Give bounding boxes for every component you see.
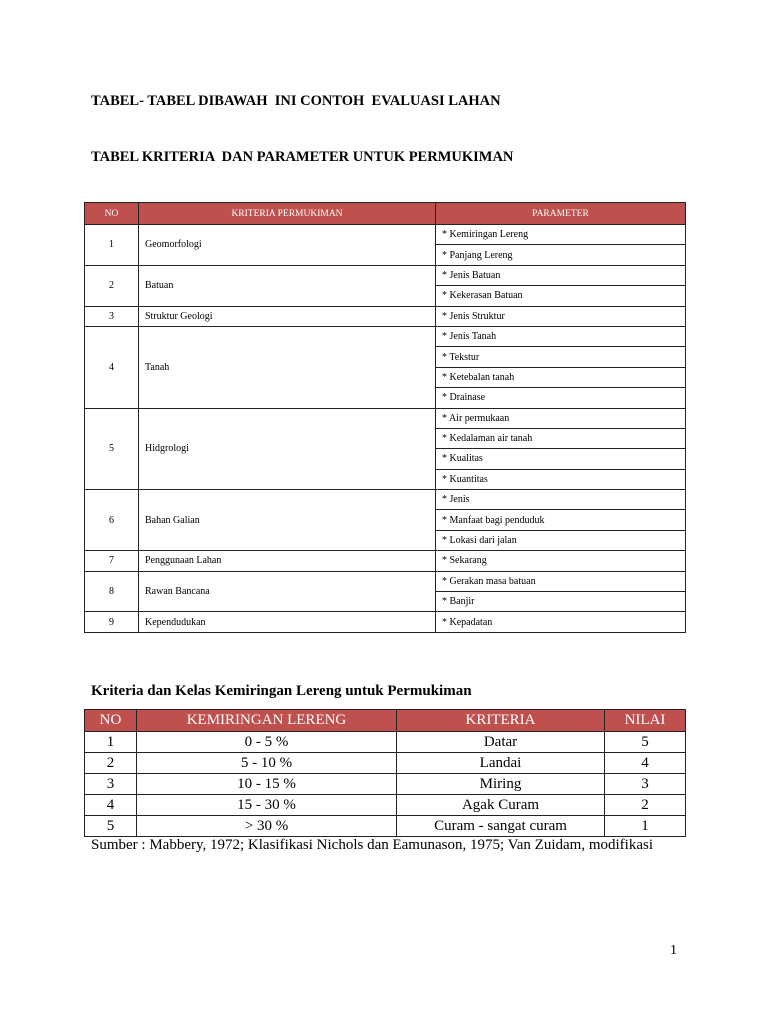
slope-range-cell: > 30 % bbox=[137, 816, 397, 837]
parameter-cell: * Kedalaman air tanah bbox=[436, 428, 686, 448]
table-row bbox=[85, 753, 686, 774]
slope-class-table bbox=[84, 709, 686, 837]
header-parameter: PARAMETER bbox=[436, 203, 686, 225]
kriteria-cell: Penggunaan Lahan bbox=[139, 551, 436, 571]
kriteria-cell: Tanah bbox=[139, 326, 436, 408]
kriteria-cell: Rawan Bancana bbox=[139, 571, 436, 612]
parameter-cell: * Sekarang bbox=[436, 551, 686, 571]
row-number: 1 bbox=[85, 225, 139, 266]
slope-range-cell: 5 - 10 % bbox=[137, 753, 397, 774]
kriteria-cell: Curam - sangat curam bbox=[397, 816, 605, 837]
kriteria-cell: Miring bbox=[397, 774, 605, 795]
parameter-cell: * Kualitas bbox=[436, 449, 686, 469]
parameter-cell: * Banjir bbox=[436, 592, 686, 612]
slope-range-cell: 0 - 5 % bbox=[137, 732, 397, 753]
criteria-parameter-table bbox=[84, 202, 686, 633]
table2-title: Kriteria dan Kelas Kemiringan Lereng untuk Permukiman bbox=[91, 683, 472, 699]
parameter-cell: * Tekstur bbox=[436, 347, 686, 367]
row-number: 4 bbox=[85, 795, 137, 816]
header-no: NO bbox=[85, 710, 137, 732]
kriteria-cell: Landai bbox=[397, 753, 605, 774]
parameter-cell: * Jenis bbox=[436, 490, 686, 510]
table-row bbox=[85, 326, 686, 346]
table-row bbox=[85, 612, 686, 632]
row-number: 1 bbox=[85, 732, 137, 753]
kriteria-cell: Struktur Geologi bbox=[139, 306, 436, 326]
table-row bbox=[85, 265, 686, 285]
nilai-cell: 2 bbox=[605, 795, 686, 816]
slope-range-cell: 10 - 15 % bbox=[137, 774, 397, 795]
row-number: 4 bbox=[85, 326, 139, 408]
table-row bbox=[85, 795, 686, 816]
source-note: Sumber : Mabbery, 1972; Klasifikasi Nichols dan Eamunason, 1975; Van Zuidam, modifikasi bbox=[91, 837, 654, 853]
parameter-cell: * Jenis Batuan bbox=[436, 265, 686, 285]
parameter-cell: * Lokasi dari jalan bbox=[436, 530, 686, 550]
row-number: 9 bbox=[85, 612, 139, 632]
parameter-cell: * Kekerasan Batuan bbox=[436, 286, 686, 306]
kriteria-cell: Geomorfologi bbox=[139, 225, 436, 266]
table-body bbox=[85, 225, 686, 633]
parameter-cell: * Ketebalan tanah bbox=[436, 367, 686, 387]
table-row bbox=[85, 408, 686, 428]
nilai-cell: 4 bbox=[605, 753, 686, 774]
parameter-cell: * Panjang Lereng bbox=[436, 245, 686, 265]
row-number: 8 bbox=[85, 571, 139, 612]
table-row bbox=[85, 551, 686, 571]
header-kemiringan: KEMIRINGAN LERENG bbox=[137, 710, 397, 732]
table-row bbox=[85, 732, 686, 753]
table-row bbox=[85, 490, 686, 510]
row-number: 3 bbox=[85, 306, 139, 326]
row-number: 7 bbox=[85, 551, 139, 571]
table-row bbox=[85, 816, 686, 837]
row-number: 2 bbox=[85, 265, 139, 306]
parameter-cell: * Jenis Tanah bbox=[436, 326, 686, 346]
header-kriteria: KRITERIA PERMUKIMAN bbox=[139, 203, 436, 225]
row-number: 3 bbox=[85, 774, 137, 795]
parameter-cell: * Kepadatan bbox=[436, 612, 686, 632]
kriteria-cell: Datar bbox=[397, 732, 605, 753]
table-header-row bbox=[85, 710, 686, 732]
nilai-cell: 5 bbox=[605, 732, 686, 753]
row-number: 5 bbox=[85, 816, 137, 837]
table-row bbox=[85, 225, 686, 245]
parameter-cell: * Manfaat bagi penduduk bbox=[436, 510, 686, 530]
slope-range-cell: 15 - 30 % bbox=[137, 795, 397, 816]
parameter-cell: * Jenis Struktur bbox=[436, 306, 686, 326]
kriteria-cell: Hidgrologi bbox=[139, 408, 436, 490]
table-header-row bbox=[85, 203, 686, 225]
parameter-cell: * Kuantitas bbox=[436, 469, 686, 489]
document-heading: TABEL- TABEL DIBAWAH INI CONTOH EVALUASI LAHAN bbox=[91, 93, 501, 109]
table-row bbox=[85, 774, 686, 795]
nilai-cell: 3 bbox=[605, 774, 686, 795]
row-number: 5 bbox=[85, 408, 139, 490]
parameter-cell: * Kemiringan Lereng bbox=[436, 225, 686, 245]
kriteria-cell: Agak Curam bbox=[397, 795, 605, 816]
parameter-cell: * Drainase bbox=[436, 388, 686, 408]
header-no: NO bbox=[85, 203, 139, 225]
table-body bbox=[85, 732, 686, 837]
kriteria-cell: Batuan bbox=[139, 265, 436, 306]
row-number: 2 bbox=[85, 753, 137, 774]
table-row bbox=[85, 306, 686, 326]
kriteria-cell: Kependudukan bbox=[139, 612, 436, 632]
table1-title: TABEL KRITERIA DAN PARAMETER UNTUK PERMUKIMAN bbox=[91, 149, 514, 165]
parameter-cell: * Air permukaan bbox=[436, 408, 686, 428]
kriteria-cell: Bahan Galian bbox=[139, 490, 436, 551]
nilai-cell: 1 bbox=[605, 816, 686, 837]
header-kriteria: KRITERIA bbox=[397, 710, 605, 732]
page-number: 1 bbox=[670, 943, 677, 958]
row-number: 6 bbox=[85, 490, 139, 551]
table-row bbox=[85, 571, 686, 591]
header-nilai: NILAI bbox=[605, 710, 686, 732]
parameter-cell: * Gerakan masa batuan bbox=[436, 571, 686, 591]
